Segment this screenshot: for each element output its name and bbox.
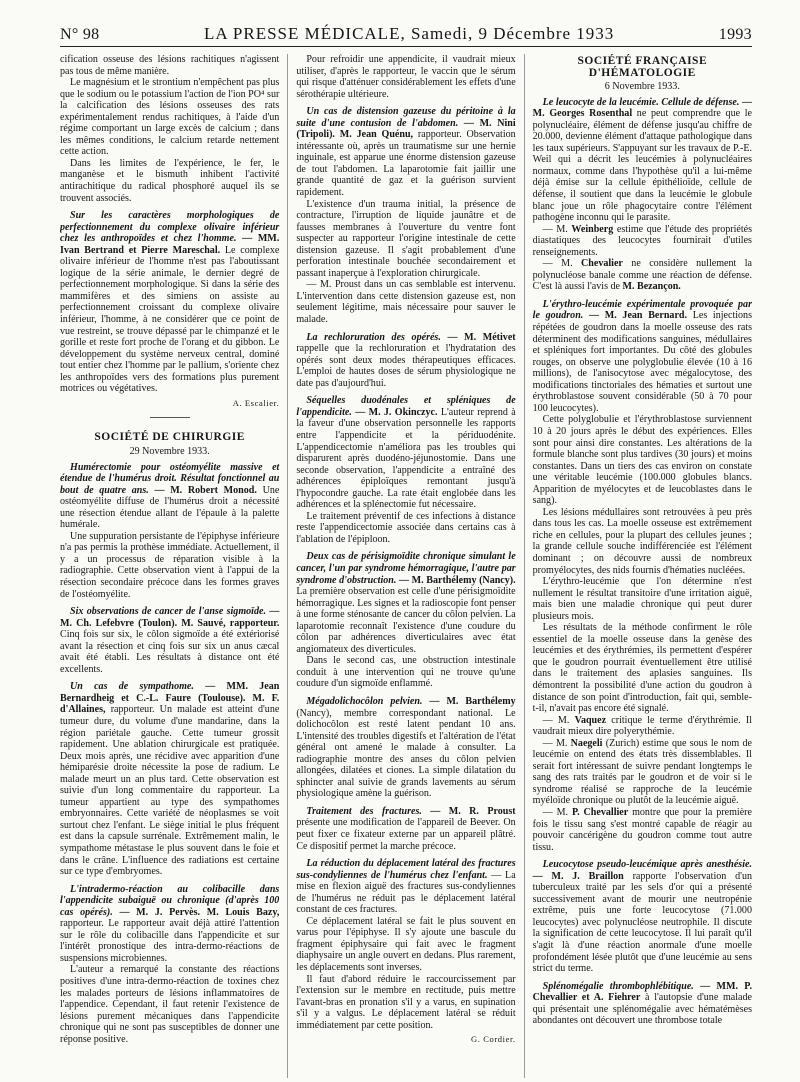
paragraph: Les lésions médullaires sont retrouvées à peu près dans tous les cas. La moelle osseuse est extrêmement riche en cellules, pour la plupart des cellules jeunes ; la grande cellule souche indifférenciée est l'élément dominant ; on découvre aussi de nombreux promyélocytes, des nids fournis d'hématies nucléées. [532, 506, 752, 576]
article-authors: — M. Nini (Tripoli). M. Jean Quénu, [296, 117, 516, 141]
paragraph: — M. Chevalier ne considère nullement la polynucléose banale comme une réaction de défense. C'est là aussi l'avis de M. Bezançon. [532, 258, 752, 293]
section-heading: SOCIÉTÉ FRANÇAISE D'HÉMATOLOGIE [577, 55, 708, 79]
article [296, 696, 515, 800]
article-title: Un cas de sympathome. [70, 681, 194, 693]
article [533, 859, 752, 974]
article-body: (Nancy), membre correspondant national. Le dolichocôlon est resté latent pendant 10 ans. L'intensité des troubles digestifs et l'altération de l'état général ont amené le malade à consulter. La radiographie montre des anses du côlon pelvien allongées, dilatées et ciones. La simple dilatation du sphincter anal suivie de grands lavements au sérum physiologique amène la guérison. [296, 707, 516, 800]
article [60, 210, 279, 395]
article-title: Mégadolichocôlon pelvien. [306, 695, 423, 707]
article-body: Le complexe olivaire inférieur de l'homme n'est pas l'aboutissant logique de la série animale, le dernier degré de perfectionnement morphologique. Si dans la série des mammifères et des simiens on assiste au perfectionnement croissant du complexe olivaire inférieur, l'homme, à ne considérer que ce point de vue restreint, se trouve dépassé par le chimpanzé et le gorille et reste fort proche de l'orang et du gibbon. Le développement du système nerveux central, dominé tout entier chez l'homme par le pallium, s'oriente chez les anthropoïdes vers des formations plus purement motrices ou végétatives. [60, 244, 280, 395]
article-authors: — M. J. Okinczyc. [355, 406, 438, 418]
article-authors: — M. Ch. Lefebvre (Toulon). M. Sauvé, rapporteur. [60, 606, 280, 629]
article-columns [60, 54, 752, 1078]
article-body: présente une modification de l'appareil de Beever. On peut fixer ce fixateur externe par un appareil plâtré. Ce dispositif permet la marche précoce. [296, 817, 516, 852]
article [60, 884, 279, 965]
article-body: rappelle que la rechloruration et l'hydratation des opérés sont deux modes thérapeutiques efficaces. L'emploi de hautes doses de sérum physiologique ne date pas d'aujourd'hui. [296, 343, 516, 389]
article-title: L'érythro-leucémie expérimentale provoquée par le goudron. [532, 298, 752, 322]
paragraph: Dans les limites de l'expérience, le fer, le manganèse et le bismuth inhibent l'activité antirachitique du radical phosphoré auquel ils se trouvent associés. [60, 157, 280, 204]
article-title: Splénomégalie thrombophlébitique. [542, 980, 694, 992]
author-name: Vaquez [574, 714, 607, 726]
article-title: Traitement des fractures. [306, 805, 422, 817]
issue-number: N° 98 [60, 26, 100, 43]
paragraph: — M. Vaquez critique le terme d'érythrémie. Il vaudrait mieux dire polyerythémie. [532, 714, 752, 738]
article [296, 395, 515, 510]
article-authors: — MM. P. Chevallier et A. Fiehrer [532, 980, 752, 1004]
article [296, 106, 515, 198]
article-body: La première observation est celle d'une périsigmoïdite hémorragique. Les signes et la radioscopie font penser à une forme sténosante de cancer du côlon pelvien. La laparotomie reconnaît l'existence d'une coudure du côlon par adhérences diverticulaires avec état angiomateux des diverticules. [296, 586, 516, 655]
article-body: rapporteur. Le rapporteur avait déjà attiré l'attention sur le rôle du colibacille dans l'appendicite et sur l'intérêt pronostique des intra-dermo-réactions de suspensions microbiennes. [60, 918, 280, 964]
paragraph: — M. P. Chevallier montre que pour la première fois le tissu sang s'est montré capable de réagir au pouvoir cancérigène du goudron comme tout autre tissu. [532, 807, 752, 853]
article-body: Cinq fois sur six, le côlon sigmoïde a été extériorisé avant la résection et cinq fois sur six un anus cæcal avait été établi. Les résultats à distance ont été excellents. [60, 629, 280, 675]
article-body: ne peut comprendre que le polynucléaire, élément de défense jusqu'au chiffre de 20.000, devienne élément d'attaque pathologique dans les taux supérieurs. S'appuyant sur les travaux de P.-E. Weil qui a décrit les leucémies à polynucléaires normaux, comme dans l'hypothèse qu'il a lui-même déjà émise sur la cellule épithélioïde, cellule de défense, il soutient que dans la leucémie le globule blanc joue un rôle phagocytaire contre l'élément pathogène inconnu qui le parasite. [532, 108, 752, 224]
page-header [60, 24, 752, 47]
article [60, 606, 279, 675]
article [533, 981, 752, 1027]
article [60, 681, 279, 877]
article-body: à l'autopsie d'une malade qui présentait une splénomégalie avec hématémèses abondantes ont découvert une thrombose totale [532, 992, 752, 1027]
article [60, 462, 279, 531]
section-date: 29 Novembre 1933. [129, 445, 210, 457]
paragraph: L'auteur a remarqué la constante des réactions positives d'une intra-dermo-réaction de toxines chez les malades porteurs de lésions inflammatoires de l'appendice. Cependant, il faut retenir l'existence de lésions purement mécaniques dans l'appendicite chronique qui ne sont pas susceptibles de donner une réponse positive. [60, 964, 280, 1045]
paragraph: L'érythro-leucémie que l'on détermine n'est nullement le résultat transitoire d'une irritation aiguë, mais bien une maladie chronique qui peut durer plusieurs mois. [532, 576, 752, 622]
article [296, 332, 515, 390]
article-authors: — MM. Ivan Bertrand et Pierre Mareschal. [60, 233, 280, 256]
author-name: Weinberg [571, 223, 614, 235]
article [533, 97, 752, 224]
paragraph: — M. Weinberg estime que l'étude des propriétés diastatiques des leucocytes fournirait d'utiles renseignements. [532, 223, 752, 258]
paragraph: — M. Naegeli (Zurich) estime que sous le nom de leucémie on entend des états très dissemblables. Il serait fort intéressant de suivre pendant longtemps le sang des rats traités par le goudron et de voir si le syndrome réalisé se rapproche de la leucémie myéloïde chronique ou plutôt de la leucémie aiguë. [532, 737, 752, 807]
author-name: M. Bezançon. [622, 281, 681, 293]
column-1 [60, 54, 287, 1078]
paragraph: Dans le second cas, une obstruction intestinale conduit à une intervention qui ne trouve qu'une coudure d'un sigmoïde enflammé. [296, 655, 516, 690]
article [533, 299, 752, 414]
article-authors: — MM. Jean Bernardheig et C.-L. Faure (Toulouse). M. F. d'Allaines, [60, 681, 280, 716]
article-body: Les injections répétées de goudron dans la moelle osseuse des rats déterminent des modifications sanguines, médullaires et spléniques fort importantes. Du côté des globules rouges, on observe une polyglobulie élevée (10 à 16 millions), de l'anisocytose avec mégalocytose, des modifications tinctoriales des hématies et surtout une érythroblastose souvent considérable (50 à 70 pour 100 leucocytes). [532, 310, 752, 414]
paragraph: L'existence d'un trauma initial, la présence de contracture, l'irruption de liquide jaunâtre et de fausses membranes à l'ouverture du ventre font suspecter au rapporteur l'origine intestinale de cette distension gazeuse. Il s'agit probablement d'une perforation intestinale bouchée secondairement et passant inaperçue à l'exploration chirurgicale. [296, 198, 516, 279]
article [296, 806, 515, 852]
article-title: L'intradermo-réaction au colibacille dans l'appendicite subaiguë ou chronique (d'après 100 cas opérés). [60, 883, 280, 918]
article-title: Le leucocyte de la leucémie. Cellule de défense. [542, 96, 740, 108]
article-body: rapporteur. Observation intéressante où, après un traumatisme sur une hernie inguinale, est apparue une énorme distension gazeuse de tout l'abdomen. La laparotomie fait jaillir une grande quantité de gaz et la guérison survient rapidement. [296, 129, 516, 199]
article-title: Deux cas de périsigmoïdite chronique simulant le cancer, l'un par syndrome hémorragique, l'autre par syndrome d'obstruction. [296, 551, 516, 586]
article-body: L'auteur reprend à la faveur d'une observation personnelle les rapports entre l'appendicite et la périduodénite. L'appendicectomie n'améliora pas les troubles qui disparurent après duodéno-jéjunostomie. Dans une seconde observation, l'appendicite a entraîné des adhérences épiploïques remontant jusqu'à l'hypocondre gauche. La rate était englobée dans les adhérences et la splénectomie fut nécessaire. [296, 406, 516, 511]
article-authors: — M. Jean Bernard. [589, 310, 688, 322]
paragraph: Il faut d'abord réduire le raccourcissement par l'extension sur le membre en rectitude, puis mettre l'avant-bras en pronation s'il y a varus, en supination s'il y a valgus. Le déplacement latéral se réduit immédiatement par cette position. [296, 973, 516, 1031]
author-name: Chevalier [581, 258, 623, 270]
paragraph: Le magnésium et le strontium n'empêchent pas plus que le sodium ou le potassium l'action de l'ion PO⁴ sur la calcification des lésions osseuses des rats expérimentalement rendus rachitiques, à l'aide d'un régime comportant un large excès de calcium ; dans les mêmes conditions, le calcium retarde nettement cette action. [60, 77, 280, 158]
paragraph: Pour refroidir une appendicite, il vaudrait mieux utiliser, d'après le rapporteur, le vaccin que le sérum qui risque d'atténuer considérablement les effets d'une sérothérapie ultérieure. [296, 54, 516, 100]
article-title: Leucocytose pseudo-leucémique après anesthésie. [542, 859, 752, 871]
article-body: rapporteur. Un malade est atteint d'une tumeur dure, du volume d'une mandarine, dans la région pariétale gauche. Cette tumeur grossit rapidement. Une ablation chirurgicale est pratiquée. Deux mois après, une récidive avec apparition d'une hémiparésie droite nécessite la pose de radium. Le malade meurt un an plus tard. Cette observation est suivie d'un long commentaire du rapporteur. La tumeur appartient au type des sympathomes embryonnaires. Cette variété de néoplasmes se voit surtout chez l'enfant. Le siège initial le plus fréquent est dans la capsule surrénale. Extrêmement malin, le sympathome métastase le plus souvent dans le foie et dans le crâne. L'influence des radiations est certaine sur ce type d'embryomes. [60, 704, 280, 878]
article-title: La rechloruration des opérés. [306, 331, 441, 343]
column-3 [524, 54, 752, 1078]
article-title: Six observations de cancer de l'anse sigmoïde. [70, 606, 266, 618]
column-2 [287, 54, 523, 1078]
article-authors: — M. J. Braillon [532, 870, 624, 882]
section-heading: SOCIÉTÉ DE CHIRURGIE [94, 431, 245, 444]
separator-rule [150, 417, 190, 418]
article-authors: — M. Métivet [447, 331, 516, 343]
article-title: La réduction du déplacement latéral des fractures sus-condyliennes de l'humérus chez l'enfant. [296, 858, 516, 881]
article-title: Séquelles duodénales et spléniques de l'appendicite. [296, 395, 516, 418]
signature: A. Escalier. [232, 397, 280, 408]
paragraph: Ce déplacement latéral se fait le plus souvent en varus pour l'épiphyse. Il s'y ajoute une bascule du fragment épiphysaire qui fait avec le fragment diaphysaire un angle ouvert en dedans. Plus rarement, les déplacements sont inverses. [296, 915, 516, 974]
article-authors: — M. Barthélemy [429, 695, 516, 707]
paragraph: Le traitement préventif de ces infections à distance reste l'appendicectomie associée dans certains cas à l'ablation de l'épiploon. [296, 510, 516, 545]
paragraph: Cette polyglobulie et l'érythroblastose surviennent 10 à 20 jours après le début des expériences. Elles sont pour ainsi dire constantes. Les altérations de la formule blanche sont plus tardives (30 jours) et moins constantes. Dans un tiers des cas environ on constate une véritable leucémie (100.000 globules blancs. Apparition de myélocytes et de leucoblastes dans le sang). [532, 414, 752, 507]
paragraph: Une suppuration persistante de l'épiphyse inférieure n'a pas permis la prothèse immédiate. Actuellement, il y a un processus de réparation visible à la radiographie. Cette observation vient à l'appui de la résection secondaire précoce dans les formes graves de l'ostéomyélite. [60, 530, 280, 600]
article [296, 551, 515, 655]
article [296, 858, 515, 916]
article-title: Sur les caractères morphologiques de perfectionnement du complexe olivaire inférieur chez les anthropoïdes et chez l'homme. [60, 210, 280, 245]
paragraph: cification osseuse des lésions rachitiques n'agissent pas tous de même manière. [60, 54, 280, 77]
signature: G. Cordier. [471, 1034, 516, 1045]
article-authors: — M. Barthélemy (Nancy). [398, 574, 516, 586]
article-authors: — M. Georges Rosenthal [532, 96, 752, 120]
article-title: Humérectomie pour ostéomyélite massive et étendue de l'humérus droit. Résultat fonctionnel au bout de quatre ans. [60, 461, 280, 496]
author-name: P. Chevallier [571, 807, 629, 818]
article-authors: — M. R. Proust [430, 805, 516, 817]
article-body: — La mise en flexion aiguë des fractures sus-condyliennes de l'humérus ne réduit pas le déplacement latéral constant de ces fractures. [296, 869, 516, 916]
article-body: rapporte l'observation d'un tuberculeux traité par les sels d'or qui a présenté successivement avant de mourir une neutropénie extrême, puis une forte leucocytose (71.000 leucocytes) avec polynucléose neutrophile. Il discute la signification de cette leucocytose. Il lui paraît qu'il s'agit là d'une réaction anormale d'une moelle profondément lésée plutôt que d'une leucémie au sens strict du terme. [532, 870, 752, 975]
paragraph: — M. Proust dans un cas semblable est intervenu. L'intervention dans cette distension gazeuse est, non seulement légitime, mais nécessaire pour sauver le malade. [296, 279, 516, 326]
author-name: Naegeli [570, 737, 603, 749]
article-body: Une ostéomyélite diffuse de l'humérus droit a nécessité une résection étendue allant de l'épaule à la palette humérale. [60, 484, 280, 531]
section-date: 6 Novembre 1933. [604, 81, 680, 93]
journal-title: LA PRESSE MÉDICALE, Samedi, 9 Décembre 1933 [203, 24, 615, 43]
article-authors: — M. Robert Monod. [154, 484, 257, 496]
article-title: Un cas de distension gazeuse du péritoine à la suite d'une contusion de l'abdomen. [296, 106, 516, 129]
article-authors: — M. J. Pervès. M. Louis Bazy, [119, 906, 280, 918]
page-number: 1993 [718, 26, 752, 43]
paragraph: Les résultats de la méthode confirment le rôle essentiel de la moelle osseuse dans la genèse des leucémies et des érythrémies, ils permettent d'espérer que le goudron pourrait éventuellement être utilisé dans le traitement des aplasies sanguines. Ils démontrent la possibilité d'une action du goudron à distance de son point d'introduction, fait qui, semble-t-il, n'avait pas encore été signalé. [532, 622, 752, 715]
